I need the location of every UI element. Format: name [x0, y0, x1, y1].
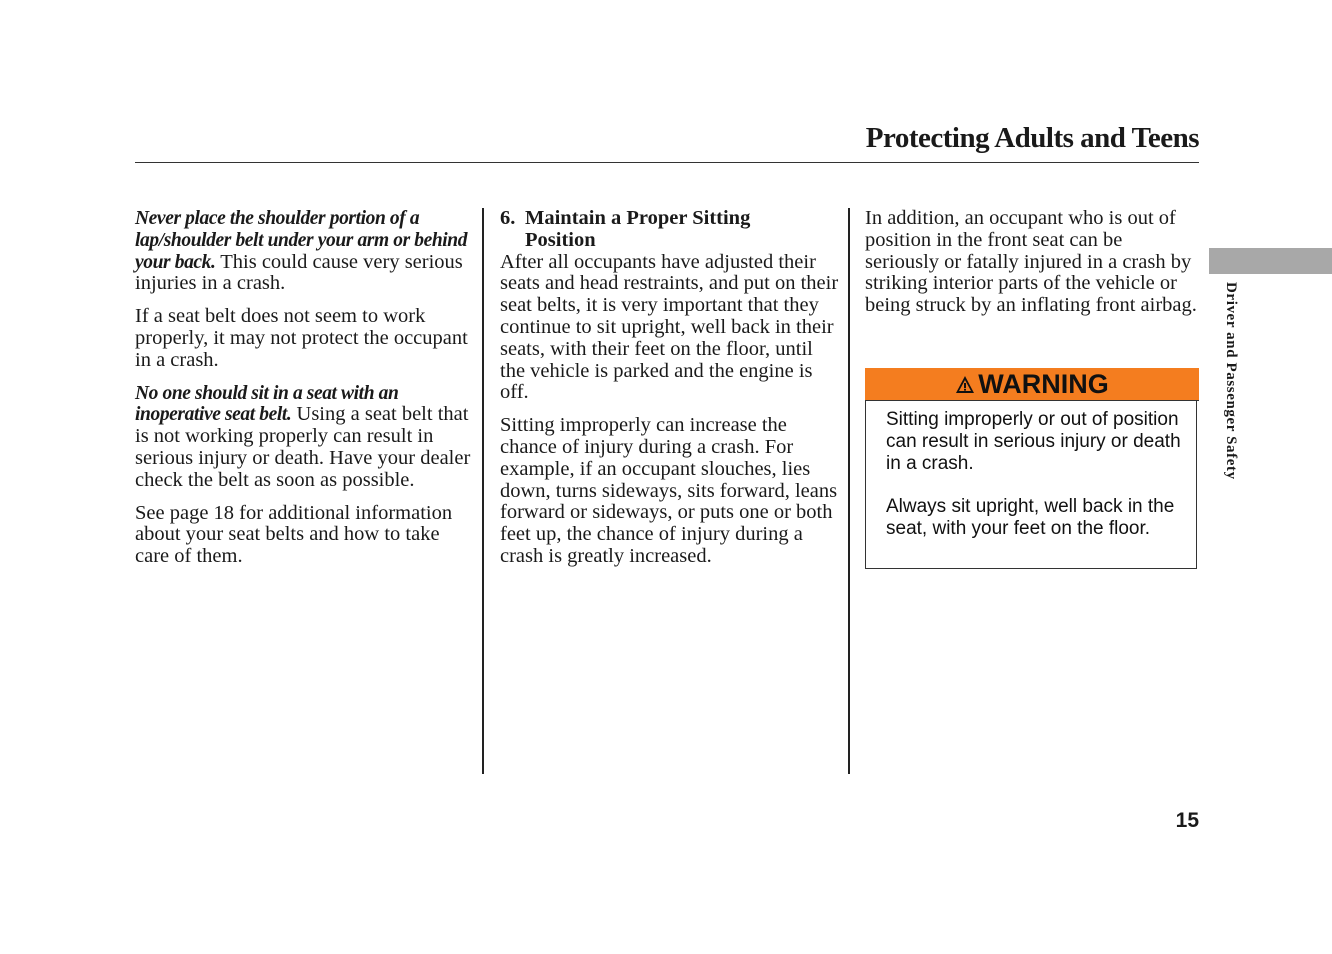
column-middle — [500, 208, 840, 579]
section-heading — [500, 208, 840, 252]
text-inoperative-belt: Using a seat belt that is not working properly can result in serious injury or death. Have your dealer check the belt as soon as possible. — [135, 403, 471, 491]
paragraph-seat-belt-work: If a seat belt does not seem to work properly, it may not protect the occupant in a crash. — [135, 305, 468, 371]
section-heading-line1: Maintain a Proper Sitting — [525, 207, 751, 229]
text-shoulder-belt: This could cause very serious injuries in a crash. — [135, 250, 463, 295]
warning-header — [865, 368, 1199, 401]
paragraph-sitting-improperly: Sitting improperly can increase the chance of injury during a crash. For example, if an occupant slouches, lies down, turns sideways, sits forward, leans forward or sideways, or puts one or both feet up, the chance of injury during a crash is greatly increased. — [500, 414, 838, 567]
column-left — [135, 208, 473, 579]
warning-text-2: Always sit upright, well back in the seat, with your feet on the floor. — [886, 496, 1175, 540]
column-divider-2 — [848, 208, 850, 774]
emphasis-inoperative-belt: No one should sit in a seat with an inoperative seat belt. — [135, 382, 399, 426]
section-tab — [1209, 248, 1332, 274]
page-title: Protecting Adults and Teens — [865, 122, 1199, 154]
emphasis-shoulder-belt: Never place the shoulder portion of a lap/shoulder belt under your arm or behind your back. — [135, 208, 468, 273]
section-tab-label: Driver and Passenger Safety — [1223, 282, 1239, 480]
warning-body — [886, 409, 1182, 562]
paragraph-inoperative-belt — [135, 383, 473, 492]
paragraph-out-of-position: In addition, an occupant who is out of position in the front seat can be seriously or fatally injured in a crash by striking interior parts of the vehicle or being struck by an inflating front airbag. — [865, 207, 1197, 317]
warning-label: WARNING — [978, 368, 1109, 399]
section-heading-number: 6. — [500, 207, 516, 229]
warning-triangle-icon — [955, 375, 975, 395]
paragraph-adjusted-seats: After all occupants have adjusted their seats and head restraints, and put on their seat belts, it is very important that they continue to sit upright, well back in their seats, with their feet on the floor, until the vehicle is parked and the engine is off. — [500, 250, 839, 404]
section-heading-line2: Position — [525, 228, 596, 251]
warning-text-1: Sitting improperly or out of position can result in serious injury or death in a crash. — [886, 409, 1181, 474]
paragraph-shoulder-belt — [135, 208, 473, 295]
page-number: 15 — [1175, 809, 1199, 832]
paragraph-see-page: See page 18 for additional information about your seat belts and how to take care of them. — [135, 501, 453, 568]
column-divider-1 — [482, 208, 484, 774]
header-divider — [135, 162, 1199, 163]
column-right — [865, 208, 1199, 328]
